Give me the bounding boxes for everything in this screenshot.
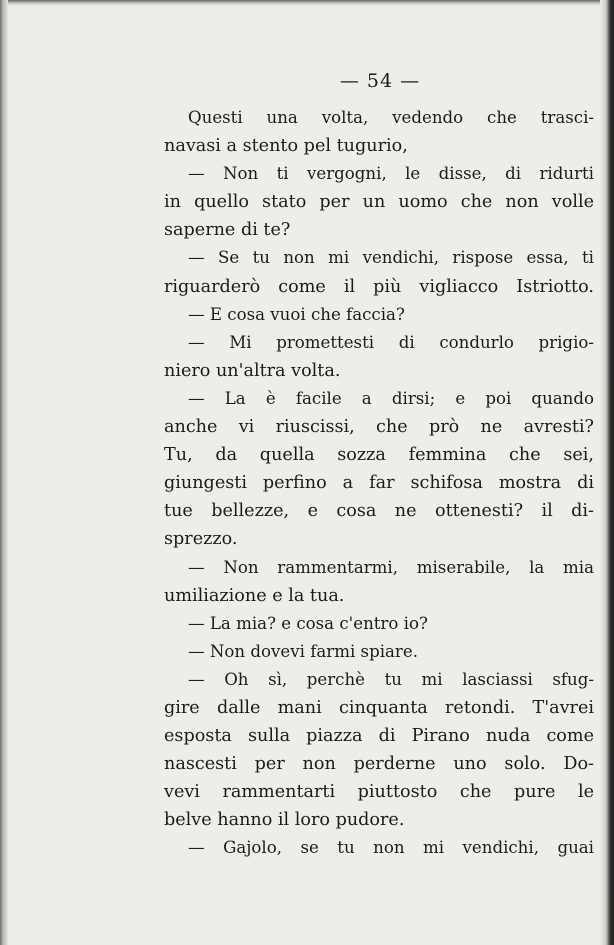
text-line: — Mi promettesti di condurlo prigio- bbox=[188, 332, 594, 352]
text-line: — Se tu non mi vendichi, rispose essa, ti bbox=[188, 248, 594, 268]
text-line: saperne di te? bbox=[164, 220, 291, 241]
text-line: niero un'altra volta. bbox=[164, 360, 341, 381]
text-line: umiliazione e la tua. bbox=[164, 585, 345, 606]
text-line: navasi a stento pel tugurio, bbox=[164, 136, 408, 157]
page-text bbox=[164, 104, 594, 863]
text-line: — Gajolo, se tu non mi vendichi, guai bbox=[188, 838, 594, 858]
text-line: — Non ti vergogni, le disse, di ridurti bbox=[188, 164, 594, 184]
text-line: Questi una volta, vedendo che trasci- bbox=[188, 108, 594, 127]
text-line: — E cosa vuoi che faccia? bbox=[188, 304, 405, 324]
text-line: — Non rammentarmi, miserabile, la mia bbox=[188, 557, 594, 577]
text-line: — Non dovevi farmi spiare. bbox=[188, 641, 418, 661]
text-line: tue bellezze, e cosa ne ottenesti? il di- bbox=[164, 501, 594, 522]
text-line: riguarderò come il più vigliacco Istriotto. bbox=[164, 276, 594, 297]
text-line: sprezzo. bbox=[164, 529, 238, 550]
text-line: belve hanno il loro pudore. bbox=[164, 810, 405, 831]
text-line: — Oh sì, perchè tu mi lasciassi sfug- bbox=[188, 669, 594, 689]
text-line: nascesti per non perderne uno solo. Do- bbox=[164, 754, 594, 775]
page-left-edge bbox=[0, 0, 8, 945]
text-line: vevi rammentarti piuttosto che pure le bbox=[164, 782, 594, 803]
text-line: — La è facile a dirsi; e poi quando bbox=[188, 388, 594, 408]
text-line: anche vi riuscissi, che prò ne avresti? bbox=[164, 417, 594, 438]
page-number: — 54 — bbox=[339, 70, 421, 92]
text-line: — La mia? e cosa c'entro io? bbox=[188, 613, 428, 633]
text-line: gire dalle mani cinquanta retondi. T'avrei bbox=[164, 697, 594, 718]
text-line: giungesti perfino a far schifosa mostra di bbox=[164, 473, 594, 494]
text-line: in quello stato per un uomo che non volle bbox=[164, 192, 594, 213]
text-line: esposta sulla piazza di Pirano nuda come bbox=[164, 726, 594, 747]
text-line: Tu, da quella sozza femmina che sei, bbox=[164, 445, 594, 466]
page-top-edge bbox=[0, 0, 614, 6]
page-right-edge bbox=[600, 0, 614, 945]
